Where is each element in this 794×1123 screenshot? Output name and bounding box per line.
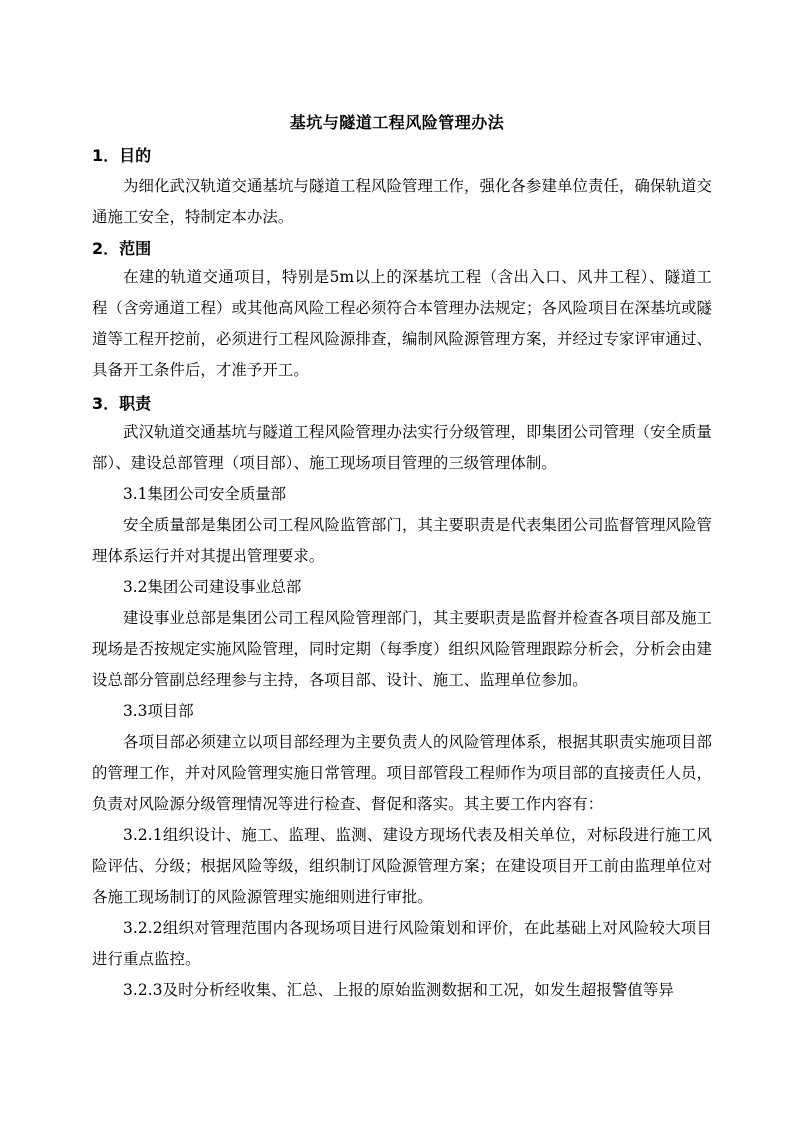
section-3-paragraph: 武汉轨道交通基坑与隧道工程风险管理办法实行分级管理，即集团公司管理（安全质量部）、建设总部管理（项目部）、施工现场项目管理的三级管理体制。	[92, 423, 712, 472]
item-3-2-1: 3.2.1组织设计、施工、监理、监测、建设方现场代表及相关单位，对标段进行施工风险评估、分级；根据风险等级，组织制订风险源管理方案；在建设项目开工前由监理单位对各施工现场制订的风险源管理实施细则进行审批。	[92, 826, 712, 906]
section-3-1-paragraph: 安全质量部是集团公司工程风险监管部门，其主要职责是代表集团公司监督管理风险管理体系运行并对其提出管理要求。	[92, 516, 712, 565]
section-3-2-heading: 3.2集团公司建设事业总部	[123, 578, 302, 596]
section-3-heading: 3．职责	[92, 394, 152, 413]
item-3-2-2: 3.2.2组织对管理范围内各现场项目进行风险策划和评价，在此基础上对风险较大项目进行重点监控。	[92, 919, 712, 968]
section-2-paragraph: 在建的轨道交通项目，特别是5m以上的深基坑工程（含出入口、风井工程）、隧道工程（含旁通道工程）或其他高风险工程必须符合本管理办法规定；各风险项目在深基坑或隧道等工程开挖前，必须进行工程风险源排查，编制风险源管理方案，并经过专家评审通过、具备开工条件后，才准予开工。	[92, 268, 712, 379]
document-title: 基坑与隧道工程风险管理办法	[289, 113, 505, 132]
section-3-3-paragraph: 各项目部必须建立以项目部经理为主要负责人的风险管理体系，根据其职责实施项目部的管理工作，并对风险管理实施日常管理。项目部管段工程师作为项目部的直接责任人员，负责对风险源分级管理情况等进行检查、督促和落实。其主要工作内容有：	[92, 733, 712, 813]
section-3-3-heading: 3.3项目部	[123, 702, 194, 720]
section-3-2-paragraph: 建设事业总部是集团公司工程风险管理部门，其主要职责是监督并检查各项目部及施工现场是否按规定实施风险管理，同时定期（每季度）组织风险管理跟踪分析会，分析会由建设总部分管副总经理参与主持，各项目部、设计、施工、监理单位参加。	[92, 609, 712, 689]
section-1-heading: 1．目的	[92, 146, 152, 165]
section-1-paragraph: 为细化武汉轨道交通基坑与隧道工程风险管理工作，强化各参建单位责任，确保轨道交通施工安全，特制定本办法。	[92, 177, 712, 226]
item-3-2-3: 3.2.3及时分析经收集、汇总、上报的原始监测数据和工况，如发生超报警值等异	[123, 981, 674, 999]
section-3-1-heading: 3.1集团公司安全质量部	[123, 485, 286, 503]
section-2-heading: 2．范围	[92, 239, 152, 258]
